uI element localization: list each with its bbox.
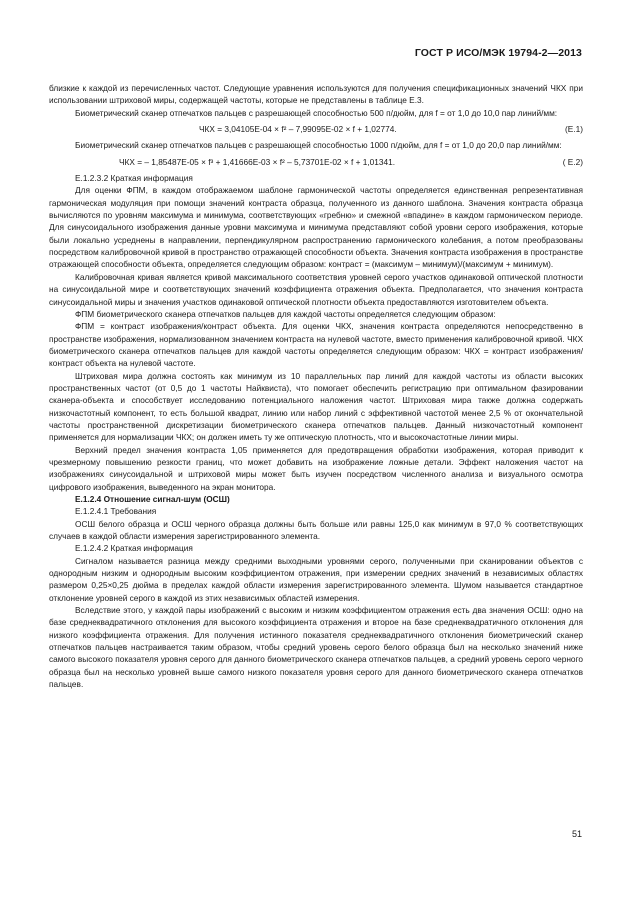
paragraph: Биометрический сканер отпечатков пальцев с разрешающей способностью 1000 п/дюйм, для f = от 1,0 до 20,0 пар линий/мм: (75, 140, 562, 151)
formula-expression: ЧКХ = 3,04105Е-04 × f² – 7,99095Е-02 × f + 1,02774. (199, 124, 397, 135)
formula-e2 (49, 156, 583, 168)
paragraph: Сигналом называется разница между средними выходными уровнями серого, полученными при сканировании объектов с однородным низким и однородным высоким коэффициентом отражения, при измерении средних значений в независимых областях размером 0,25×0,25 дюйма в пределах каждой области измерения зарегистрированного элемента. Шумом называется стандартное отклонение уровней серого в каждой из этих независимых областей измерения. (49, 555, 583, 603)
page-number: 51 (571, 829, 582, 839)
paragraph: близкие к каждой из перечисленных частот. Следующие уравнения используются для получения спецификационных значений ЧКХ при использовании штриховой миры, содержащей частоты, которые не представлены в таблице Е.3. (49, 83, 583, 106)
paragraph: Штриховая мира должна состоять как минимум из 10 параллельных пар линий для каждой частоты из области высоких пространственных частот (от 0,5 до 1 частоты Найквиста), что помогает обеспечить регистрацию при оптимальном фазировании сканера-объекта и способствует исследованию потенциального наложения частот. Штриховая мира также должна содержать низкочастотный компонент, то есть большой квадрат, линию или набор линий с эффективной частотой менее 2,5 % от окончательной частоты пространственной дискретизации биометрического сканера отпечатков пальцев. Данный низкочастотный компонент применяется для нормализации ЧКХ; он должен иметь ту же оптическую плотность, что и высокочастотные линии миры. (49, 370, 583, 443)
section-heading: Е.1.2.4.1 Требования (75, 506, 157, 517)
formula-e1 (49, 123, 583, 135)
paragraph: Калибровочная кривая является кривой максимального соответствия уровней серого участков одинаковой оптической плотности на синусоидальной мире и соответствующих значений коэффициента отражения объекта. Предполагается, что значения контраста синусоидальной миры и значения участков одинаковой оптической плотности объекта предоставляются изготовителем объекта. (49, 271, 583, 307)
section-heading: Е.1.2.4 Отношение сигнал-шум (ОСШ) (75, 494, 230, 504)
paragraph: Верхний предел значения контраста 1,05 применяется для предотвращения обработки изображения, которая приводит к чрезмерному повышению резкости границ, что может добавить на изображение ложные детали. Эффект наложения частот на изображениях синусоидальной и штриховой миры может быть изучен посредством численного анализа и визуального осмотра цифрового изображения, выведенного на экран монитора. (49, 444, 583, 492)
formula-expression: ЧКХ = – 1,85487Е-05 × f³ + 1,41666Е-03 × f² – 5,73701Е-02 × f + 1,01341. (119, 156, 396, 167)
standard-title: ГОСТ Р ИСО/МЭК 19794-2—2013 (414, 47, 582, 59)
section-heading: Е.1.2.3.2 Краткая информация (75, 173, 193, 184)
formula-number: ( Е.2) (562, 156, 583, 167)
page-content (49, 82, 583, 691)
paragraph: Для оценки ФПМ, в каждом отображаемом шаблоне гармонической частоты определяется единственная репрезентативная гармоническая модуляция при помощи значений контраста образца, полученного из данного шаблона. Значения контраста образца вычисляются по уровням максимума и минимума, соответствующих «гребню» и смежной «впадине» в каждом гармоническом периоде. Для синусоидального изображения данные уровни максимума и минимума представляют собой уровни серого изображения, которые были локально усреднены в направлении, перпендикулярном распространению гармонического колебания, а потом преобразованы посредством калибровочной кривой в пространство отражающей способности объекта. Значения контраста изображения в пространстве отражающей способности объекта, определяется следующим образом: контраст = (максимум – минимум)/(максимум + минимум). (49, 185, 583, 270)
section-heading: Е.1.2.4.2 Краткая информация (75, 543, 193, 554)
paragraph: Вследствие этого, у каждой пары изображений с высоким и низким коэффициентом отражения есть два значения ОСШ: одно на базе среднеквадратичного отклонения для высокого коэффициента отражения и второе на базе среднеквадратичного отклонения для низкого коэффициента отражения. Для получения истинного показателя среднеквадратичного отклонения биометрический сканер отпечатков пальцев настраивается таким образом, чтобы средний уровень серого белого образца был на несколько значений ниже самого высокого показателя уровня серого для данного биометрического сканера отпечатков пальцев, а средний уровень серого черного образца был на несколько уровней выше самого низкого показателя уровня серого для данного биометрического сканера отпечатков пальцев. (49, 605, 583, 690)
paragraph: Биометрический сканер отпечатков пальцев с разрешающей способностью 500 п/дюйм, для f = от 1,0 до 10,0 пар линий/мм: (75, 107, 558, 118)
paragraph: ОСШ белого образца и ОСШ черного образца должны быть больше или равны 125,0 как минимум в 97,0 % соответствующих случаев в каждой области измерения зарегистрированного элемента. (49, 518, 583, 542)
formula-number: (Е.1) (565, 124, 583, 135)
paragraph: ФПМ = контраст изображения/контраст объекта. Для оценки ЧКХ, значения контраста определяются непосредственно в пространстве изображения, нормализованном значением контраста на нулевой частоте, вместо применения калибровочной кривой. ЧКХ биометрического сканера отпечатков пальцев для каждой частоты определяется следующим образом: ЧКХ = контраст изображения/контраст объекта на нулевой частоте. (49, 321, 583, 369)
paragraph: ФПМ биометрического сканера отпечатков пальцев для каждой частоты определяется следующим образом: (75, 308, 496, 319)
